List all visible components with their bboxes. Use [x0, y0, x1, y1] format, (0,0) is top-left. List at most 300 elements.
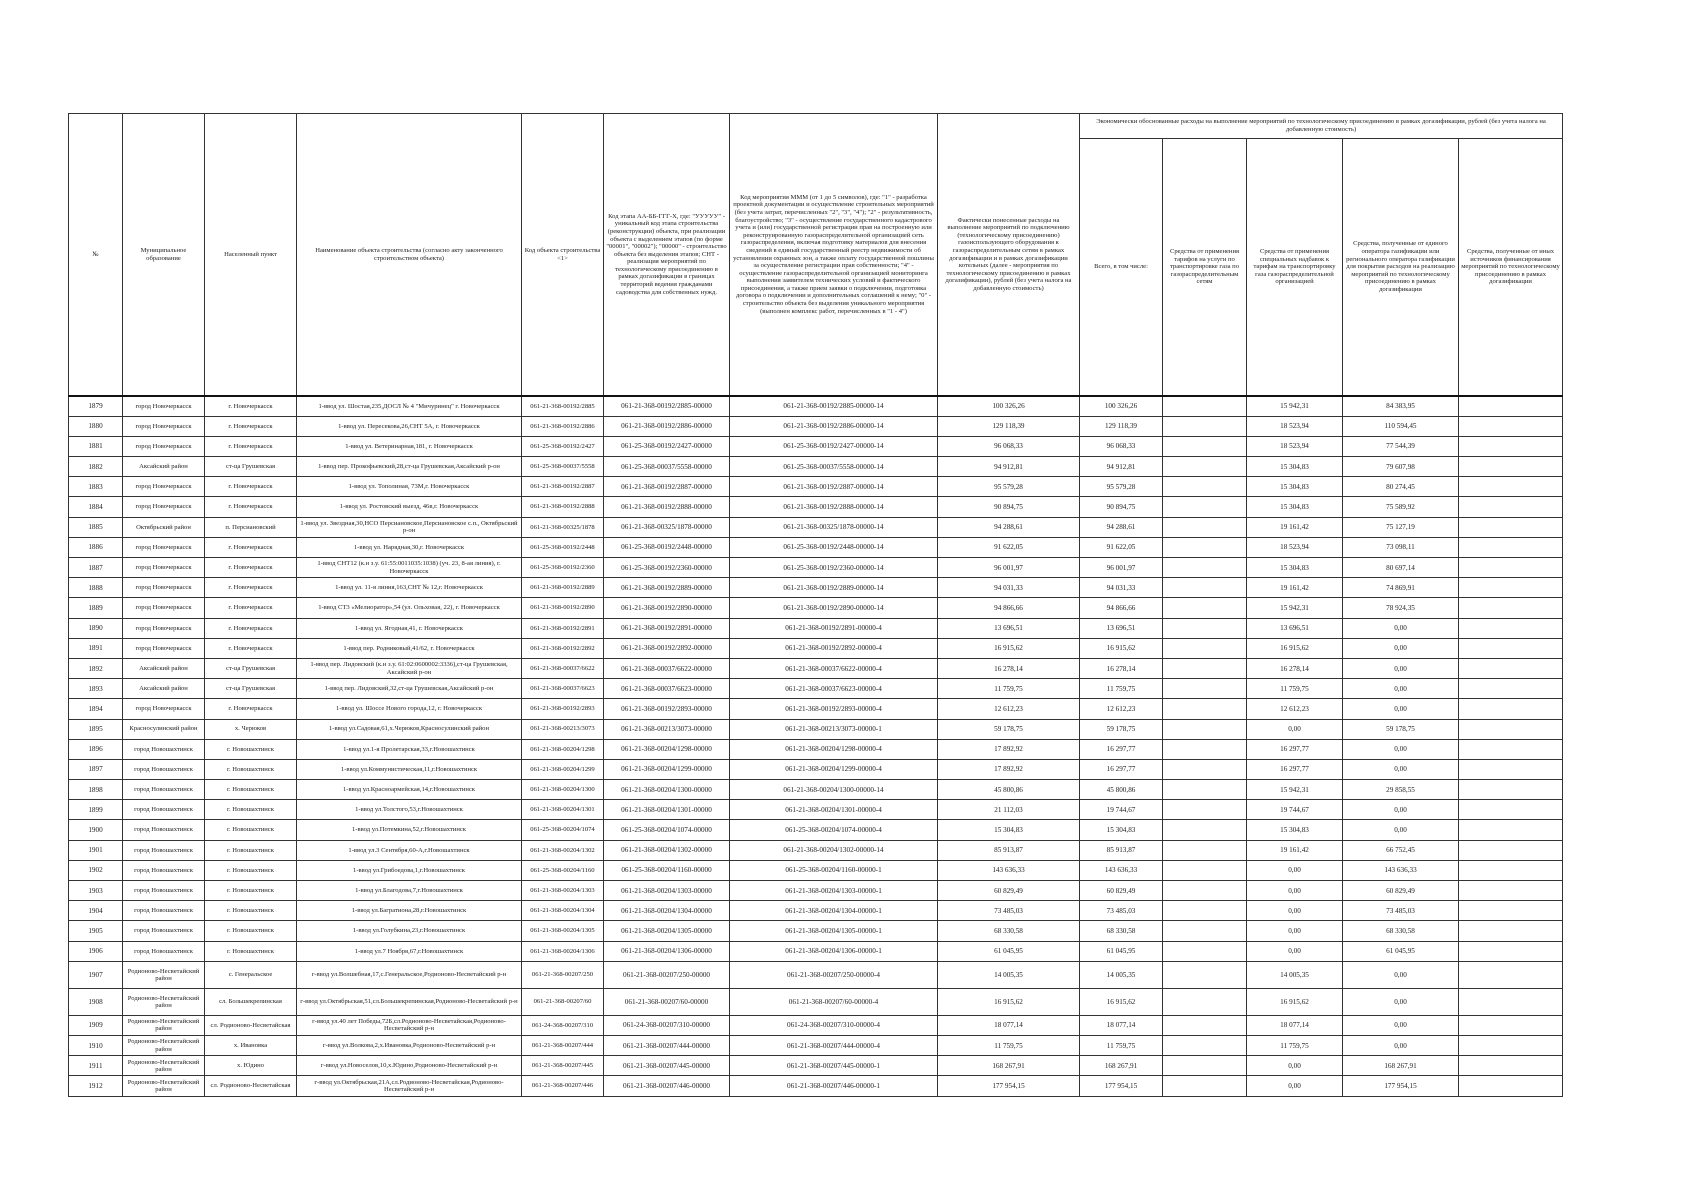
table-row	[69, 699, 1563, 719]
cell-other	[1459, 558, 1563, 578]
table-row	[69, 1035, 1563, 1055]
cell-municipality: Аксайский район	[123, 679, 205, 699]
cell-other	[1459, 477, 1563, 497]
cell-tariffs	[1163, 800, 1247, 820]
cell-object-code: 061-21-368-00204/1299	[522, 759, 604, 779]
cell-other	[1459, 820, 1563, 840]
cell-object-name: 1-ввод ул. Пересекова,26,СНТ 5А, г. Новочеркасск	[297, 416, 522, 436]
cell-object-code: 061-25-368-00192/2360	[522, 558, 604, 578]
cell-operator: 0,00	[1343, 1015, 1459, 1035]
cell-event-code: 061-21-368-00207/445-00000-1	[730, 1056, 938, 1076]
cell-event-code: 061-25-368-00204/1074-00000-4	[730, 820, 938, 840]
cell-surcharges: 15 942,31	[1247, 780, 1343, 800]
cell-no: 1882	[69, 457, 123, 477]
cell-surcharges: 15 942,31	[1247, 396, 1343, 416]
cell-actual-costs: 129 118,39	[938, 416, 1080, 436]
table-row	[69, 658, 1563, 678]
cell-stage-code: 061-21-368-00204/1300-00000	[604, 780, 730, 800]
table-row	[69, 1015, 1563, 1035]
cell-event-code: 061-21-368-00204/1300-00000-14	[730, 780, 938, 800]
cell-object-name: 1-ввод ул.3 Сентября,60-А,г.Новошахтинск	[297, 840, 522, 860]
cell-total: 94 912,81	[1080, 457, 1163, 477]
table-row	[69, 618, 1563, 638]
cell-other	[1459, 921, 1563, 941]
cell-total: 143 636,33	[1080, 860, 1163, 880]
cell-municipality: Аксайский район	[123, 457, 205, 477]
cell-operator: 0,00	[1343, 618, 1459, 638]
cell-object-name: 1-ввод ул.Коммунистическая,11,г.Новошахтинск	[297, 759, 522, 779]
table-row	[69, 961, 1563, 988]
cell-other	[1459, 436, 1563, 456]
table-row	[69, 780, 1563, 800]
table-row	[69, 860, 1563, 880]
cell-tariffs	[1163, 578, 1247, 598]
cell-object-code: 061-21-368-00192/2893	[522, 699, 604, 719]
header-no: №	[69, 114, 123, 397]
cell-object-name: 1-ввод ул.Садовая,61,х.Черюков,Красносулинский район	[297, 719, 522, 739]
cell-no: 1912	[69, 1076, 123, 1096]
cell-operator: 66 752,45	[1343, 840, 1459, 860]
cell-no: 1898	[69, 780, 123, 800]
cell-no: 1909	[69, 1015, 123, 1035]
cell-settlement: г. Новочеркасск	[205, 598, 297, 618]
cell-tariffs	[1163, 457, 1247, 477]
cell-settlement: г. Новочеркасск	[205, 578, 297, 598]
cell-no: 1879	[69, 396, 123, 416]
cell-other	[1459, 800, 1563, 820]
cell-object-code: 061-21-368-00192/2888	[522, 497, 604, 517]
cell-total: 15 304,83	[1080, 820, 1163, 840]
cell-actual-costs: 96 001,97	[938, 558, 1080, 578]
cell-stage-code: 061-25-368-00204/1160-00000	[604, 860, 730, 880]
cell-actual-costs: 96 068,33	[938, 436, 1080, 456]
cell-event-code: 061-21-368-00204/1303-00000-1	[730, 881, 938, 901]
cell-event-code: 061-25-368-00037/5558-00000-14	[730, 457, 938, 477]
cell-stage-code: 061-21-368-00207/444-00000	[604, 1035, 730, 1055]
table-body	[69, 396, 1563, 1096]
cell-object-name: 1-ввод ул.7 Ноября,67,г.Новошахтинск	[297, 941, 522, 961]
cell-operator: 80 697,14	[1343, 558, 1459, 578]
cell-municipality: Октябрьский район	[123, 517, 205, 537]
table-row	[69, 719, 1563, 739]
cell-operator: 168 267,91	[1343, 1056, 1459, 1076]
cell-object-code: 061-21-368-00192/2891	[522, 618, 604, 638]
cell-object-code: 061-25-368-00192/2427	[522, 436, 604, 456]
table-row	[69, 497, 1563, 517]
cell-object-name: 1-ввод ул. Тополиная, 73М,г. Новочеркасск	[297, 477, 522, 497]
cell-event-code: 061-21-368-00192/2891-00000-4	[730, 618, 938, 638]
cell-stage-code: 061-21-368-00204/1302-00000	[604, 840, 730, 860]
cell-surcharges: 12 612,23	[1247, 699, 1343, 719]
cell-municipality: город Новочеркасск	[123, 598, 205, 618]
table-row	[69, 988, 1563, 1015]
cell-object-code: 061-21-368-00192/2892	[522, 638, 604, 658]
cell-settlement: сл. Родионово-Несветайская	[205, 1076, 297, 1096]
cell-settlement: г. Новошахтинск	[205, 840, 297, 860]
cell-actual-costs: 94 866,66	[938, 598, 1080, 618]
cell-object-code: 061-21-368-00037/6622	[522, 658, 604, 678]
cell-other	[1459, 457, 1563, 477]
cell-municipality: город Новошахтинск	[123, 840, 205, 860]
cell-stage-code: 061-25-368-00192/2448-00000	[604, 537, 730, 557]
cell-object-name: 1-ввод ул.Грибоедова,1,г.Новошахтинск	[297, 860, 522, 880]
table-row	[69, 457, 1563, 477]
cell-other	[1459, 679, 1563, 699]
cell-operator: 79 607,98	[1343, 457, 1459, 477]
cell-actual-costs: 15 304,83	[938, 820, 1080, 840]
cell-object-code: 061-21-368-00204/1298	[522, 739, 604, 759]
cell-total: 85 913,87	[1080, 840, 1163, 860]
cell-actual-costs: 61 045,95	[938, 941, 1080, 961]
cell-municipality: город Новошахтинск	[123, 820, 205, 840]
cell-municipality: город Новочеркасск	[123, 638, 205, 658]
cell-operator: 29 858,55	[1343, 780, 1459, 800]
cell-settlement: г. Новочеркасск	[205, 638, 297, 658]
cell-settlement: г. Новошахтинск	[205, 860, 297, 880]
cell-no: 1900	[69, 820, 123, 840]
cell-municipality: город Новочеркасск	[123, 477, 205, 497]
cell-other	[1459, 759, 1563, 779]
table-row	[69, 537, 1563, 557]
cell-stage-code: 061-21-368-00192/2885-00000	[604, 396, 730, 416]
cell-no: 1883	[69, 477, 123, 497]
cell-no: 1908	[69, 988, 123, 1015]
cell-surcharges: 18 523,94	[1247, 537, 1343, 557]
table-row	[69, 477, 1563, 497]
table-row	[69, 759, 1563, 779]
table-row	[69, 881, 1563, 901]
cell-other	[1459, 1056, 1563, 1076]
cell-operator: 61 045,95	[1343, 941, 1459, 961]
cell-event-code: 061-25-368-00192/2427-00000-14	[730, 436, 938, 456]
cell-object-name: 1-ввод ул. Звездная,30,НСО Персиановское,Персиановское с.п., Октябрьский р-он	[297, 517, 522, 537]
cell-stage-code: 061-25-368-00192/2427-00000	[604, 436, 730, 456]
table-row	[69, 638, 1563, 658]
cell-surcharges: 15 942,31	[1247, 598, 1343, 618]
cell-actual-costs: 16 915,62	[938, 988, 1080, 1015]
cell-event-code: 061-25-368-00204/1160-00000-1	[730, 860, 938, 880]
cell-other	[1459, 941, 1563, 961]
cell-object-code: 061-21-368-00204/1304	[522, 901, 604, 921]
cell-municipality: город Новошахтинск	[123, 780, 205, 800]
cell-no: 1899	[69, 800, 123, 820]
cell-tariffs	[1163, 988, 1247, 1015]
cell-operator: 68 330,58	[1343, 921, 1459, 941]
cell-no: 1895	[69, 719, 123, 739]
cell-event-code: 061-21-368-00037/6623-00000-4	[730, 679, 938, 699]
cell-other	[1459, 739, 1563, 759]
cell-stage-code: 061-21-368-00213/3073-00000	[604, 719, 730, 739]
cell-object-code: 061-21-368-00192/2886	[522, 416, 604, 436]
cell-operator: 77 544,39	[1343, 436, 1459, 456]
cell-object-name: 1-ввод пер. Лидовский (к.н з.у. 61:02:0600002:3336),ст-ца Грушевская, Аксайский р-он	[297, 658, 522, 678]
cell-no: 1890	[69, 618, 123, 638]
cell-object-name: 1-ввод ул.Потемкина,52,г.Новошахтинск	[297, 820, 522, 840]
cell-no: 1891	[69, 638, 123, 658]
cell-municipality: Родионово-Несветайский район	[123, 1056, 205, 1076]
cell-actual-costs: 143 636,33	[938, 860, 1080, 880]
cell-municipality: город Новошахтинск	[123, 860, 205, 880]
cell-municipality: город Новошахтинск	[123, 921, 205, 941]
cell-surcharges: 15 304,83	[1247, 820, 1343, 840]
cell-other	[1459, 1015, 1563, 1035]
cell-other	[1459, 638, 1563, 658]
cell-actual-costs: 68 330,58	[938, 921, 1080, 941]
cell-other	[1459, 901, 1563, 921]
cell-other	[1459, 416, 1563, 436]
cell-stage-code: 061-21-368-00204/1304-00000	[604, 901, 730, 921]
cell-operator: 60 829,49	[1343, 881, 1459, 901]
cell-object-name: г-ввод ул.Волшебная,17,с.Генеральское,Родионово-Несветайский р-н	[297, 961, 522, 988]
cell-no: 1886	[69, 537, 123, 557]
cell-surcharges: 16 297,77	[1247, 739, 1343, 759]
cell-municipality: город Новочеркасск	[123, 618, 205, 638]
cell-total: 16 915,62	[1080, 988, 1163, 1015]
cell-other	[1459, 881, 1563, 901]
cell-total: 19 744,67	[1080, 800, 1163, 820]
cell-stage-code: 061-21-368-00192/2886-00000	[604, 416, 730, 436]
cell-surcharges: 16 915,62	[1247, 638, 1343, 658]
cell-total: 168 267,91	[1080, 1056, 1163, 1076]
cell-total: 14 005,35	[1080, 961, 1163, 988]
header-object-name: Наименование объекта строительства (согласно акту законченного строительством объекта)	[297, 114, 522, 397]
cell-object-name: г-ввод ул.Октябрьская,21А,сл.Родионово-Несветайская,Родионово-Несветайский р-н	[297, 1076, 522, 1096]
cell-tariffs	[1163, 921, 1247, 941]
cell-actual-costs: 60 829,49	[938, 881, 1080, 901]
cell-event-code: 061-21-368-00192/2893-00000-4	[730, 699, 938, 719]
cell-total: 16 297,77	[1080, 759, 1163, 779]
cell-stage-code: 061-25-368-00204/1074-00000	[604, 820, 730, 840]
cell-operator: 0,00	[1343, 1035, 1459, 1055]
cell-surcharges: 0,00	[1247, 941, 1343, 961]
header-event-code: Код мероприятия МММ (от 1 до 5 символов), где: "1" - разработка проектной документации и осуществление строительных мероприятий (без учета затрат, перечисленных "2", "3", "4"); "2" - результативность, благоустройство; "3" - осуществление государственного кадастрового учета и (или) государственной регистрации прав на построенную или реконструированную газораспределительной организацией сеть газораспределения, включая подготовку материалов для внесения сведений в единый государственный реестр недвижимости об установлении охранных зон, а также оплату государственной пошлины за осуществление регистрации прав собственности; "4" - осуществление газораспределительной организацией мониторинга выполнения заявителем технических условий и фактического присоединения, а также прием заявки о подключении, подготовка договора о подключении и дополнительных соглашений к нему; "0" - строительство объекта без выделения уникального мероприятия (выполнен комплекс работ, перечисленных в "1 - 4")	[730, 114, 938, 397]
cell-municipality: Родионово-Несветайский район	[123, 1015, 205, 1035]
cell-object-code: 061-21-368-00204/1305	[522, 921, 604, 941]
cell-tariffs	[1163, 901, 1247, 921]
cell-tariffs	[1163, 537, 1247, 557]
cell-actual-costs: 94 912,81	[938, 457, 1080, 477]
cell-object-code: 061-21-368-00192/2889	[522, 578, 604, 598]
cell-object-code: 061-25-368-00204/1160	[522, 860, 604, 880]
cell-operator: 73 098,11	[1343, 537, 1459, 557]
cell-municipality: город Новочеркасск	[123, 416, 205, 436]
cell-operator: 0,00	[1343, 658, 1459, 678]
cell-no: 1888	[69, 578, 123, 598]
cell-object-code: 061-21-368-00192/2885	[522, 396, 604, 416]
cell-object-code: 061-21-368-00213/3073	[522, 719, 604, 739]
cell-other	[1459, 618, 1563, 638]
cell-stage-code: 061-21-368-00204/1303-00000	[604, 881, 730, 901]
cell-event-code: 061-21-368-00204/1306-00000-1	[730, 941, 938, 961]
cell-other	[1459, 988, 1563, 1015]
cell-total: 177 954,15	[1080, 1076, 1163, 1096]
cell-object-name: 1-ввод пер. Прокофьевский,28,ст-ца Грушевская,Аксайский р-он	[297, 457, 522, 477]
header-total: Всего, в том числе:	[1080, 139, 1163, 397]
cell-operator: 0,00	[1343, 800, 1459, 820]
cell-object-name: 1-ввод ул. Ягодная,41, г. Новочеркасск	[297, 618, 522, 638]
cell-actual-costs: 91 622,05	[938, 537, 1080, 557]
cell-surcharges: 0,00	[1247, 719, 1343, 739]
cell-operator: 110 594,45	[1343, 416, 1459, 436]
cell-tariffs	[1163, 517, 1247, 537]
cell-operator: 0,00	[1343, 739, 1459, 759]
cell-stage-code: 061-21-368-00207/446-00000	[604, 1076, 730, 1096]
cell-other	[1459, 1035, 1563, 1055]
cell-no: 1893	[69, 679, 123, 699]
cell-surcharges: 15 304,83	[1247, 558, 1343, 578]
cell-total: 90 894,75	[1080, 497, 1163, 517]
cell-tariffs	[1163, 719, 1247, 739]
cell-no: 1881	[69, 436, 123, 456]
cell-object-code: 061-21-368-00207/60	[522, 988, 604, 1015]
cell-object-name: 1-ввод СНТ12 (к.н з.у. 61:55:0011035:1038) (уч. 23, 8-ая линия), г. Новочеркасск	[297, 558, 522, 578]
cell-no: 1902	[69, 860, 123, 880]
cell-no: 1907	[69, 961, 123, 988]
cell-operator: 80 274,45	[1343, 477, 1459, 497]
cell-no: 1880	[69, 416, 123, 436]
cell-total: 100 326,26	[1080, 396, 1163, 416]
cell-settlement: г. Новочеркасск	[205, 558, 297, 578]
cell-settlement: г. Новошахтинск	[205, 901, 297, 921]
cell-total: 73 485,03	[1080, 901, 1163, 921]
cell-event-code: 061-21-368-00213/3073-00000-1	[730, 719, 938, 739]
cell-object-name: 1-ввод ул.Благодова,7,г.Новошахтинск	[297, 881, 522, 901]
cell-total: 11 759,75	[1080, 679, 1163, 699]
cell-event-code: 061-21-368-00192/2886-00000-14	[730, 416, 938, 436]
cell-settlement: г. Новошахтинск	[205, 759, 297, 779]
cell-settlement: п. Персиановский	[205, 517, 297, 537]
cell-surcharges: 16 915,62	[1247, 988, 1343, 1015]
cell-settlement: х. Черюков	[205, 719, 297, 739]
cell-surcharges: 11 759,75	[1247, 679, 1343, 699]
table-row	[69, 901, 1563, 921]
table-row	[69, 558, 1563, 578]
cell-settlement: г. Новочеркасск	[205, 699, 297, 719]
cell-object-code: 061-21-368-00204/1302	[522, 840, 604, 860]
cell-settlement: с. Генеральское	[205, 961, 297, 988]
cell-municipality: город Новочеркасск	[123, 537, 205, 557]
cell-actual-costs: 11 759,75	[938, 1035, 1080, 1055]
cell-surcharges: 0,00	[1247, 921, 1343, 941]
cell-total: 16 297,77	[1080, 739, 1163, 759]
cell-settlement: ст-ца Грушевская	[205, 658, 297, 678]
cell-tariffs	[1163, 638, 1247, 658]
cell-no: 1901	[69, 840, 123, 860]
cell-actual-costs: 17 892,92	[938, 759, 1080, 779]
table-row	[69, 921, 1563, 941]
cell-actual-costs: 94 288,61	[938, 517, 1080, 537]
cell-municipality: Родионово-Несветайский район	[123, 1035, 205, 1055]
header-object-code: Код объекта строительства <1>	[522, 114, 604, 397]
cell-actual-costs: 11 759,75	[938, 679, 1080, 699]
cell-object-code: 061-24-368-00207/310	[522, 1015, 604, 1035]
cell-total: 18 077,14	[1080, 1015, 1163, 1035]
cell-municipality: город Новошахтинск	[123, 800, 205, 820]
cell-surcharges: 15 304,83	[1247, 457, 1343, 477]
cell-surcharges: 19 744,67	[1247, 800, 1343, 820]
cell-no: 1892	[69, 658, 123, 678]
cell-tariffs	[1163, 436, 1247, 456]
header-stage-code: Код этапа АА-ББ-ГГГ-Х, где: "УУУУУ" - уникальный код этапа строительства (реконструкции) объекта, при реализации объекта с выделением этапов (по форме "00001", "00002"); "00000" - строительство объекта без выделения этапов; СНТ - реализация мероприятий по технологическому присоединению в рамках догазификации в границах территорий ведения гражданами садоводства для собственных нужд.	[604, 114, 730, 397]
cell-settlement: х. Юдино	[205, 1056, 297, 1076]
cell-object-name: 1-ввод ул.Багратиона,28,г.Новошахтинск	[297, 901, 522, 921]
cell-settlement: г. Новошахтинск	[205, 780, 297, 800]
cell-tariffs	[1163, 739, 1247, 759]
cell-event-code: 061-21-368-00192/2890-00000-14	[730, 598, 938, 618]
cell-event-code: 061-21-368-00192/2888-00000-14	[730, 497, 938, 517]
header-src-tariffs: Средства от применения тарифов на услуги по транспортировке газа по газораспределительным сетям	[1163, 139, 1247, 397]
cell-settlement: г. Новочеркасск	[205, 436, 297, 456]
cell-tariffs	[1163, 780, 1247, 800]
cell-no: 1896	[69, 739, 123, 759]
cell-total: 94 288,61	[1080, 517, 1163, 537]
cell-settlement: ст-ца Грушевская	[205, 457, 297, 477]
table-row	[69, 840, 1563, 860]
cell-stage-code: 061-21-368-00207/250-00000	[604, 961, 730, 988]
cell-total: 68 330,58	[1080, 921, 1163, 941]
cell-event-code: 061-21-368-00325/1878-00000-14	[730, 517, 938, 537]
cell-municipality: город Новочеркасск	[123, 436, 205, 456]
cell-operator: 0,00	[1343, 638, 1459, 658]
cell-stage-code: 061-21-368-00192/2892-00000	[604, 638, 730, 658]
table-row	[69, 598, 1563, 618]
table-row	[69, 578, 1563, 598]
cell-object-code: 061-21-368-00192/2890	[522, 598, 604, 618]
cell-tariffs	[1163, 961, 1247, 988]
cell-operator: 75 589,92	[1343, 497, 1459, 517]
cell-object-name: 1-ввод ул. Нарядная,30,г. Новочеркасск	[297, 537, 522, 557]
cell-tariffs	[1163, 396, 1247, 416]
cell-municipality: Аксайский район	[123, 658, 205, 678]
cell-settlement: г. Новочеркасск	[205, 396, 297, 416]
cell-event-code: 061-21-368-00204/1299-00000-4	[730, 759, 938, 779]
cell-tariffs	[1163, 416, 1247, 436]
cell-event-code: 061-21-368-00207/60-00000-4	[730, 988, 938, 1015]
cell-object-code: 061-21-368-00192/2887	[522, 477, 604, 497]
cell-municipality: Красносулинский район	[123, 719, 205, 739]
cell-no: 1887	[69, 558, 123, 578]
cell-event-code: 061-21-368-00037/6622-00000-4	[730, 658, 938, 678]
cell-surcharges: 19 161,42	[1247, 578, 1343, 598]
cell-total: 16 915,62	[1080, 638, 1163, 658]
cell-surcharges: 13 696,51	[1247, 618, 1343, 638]
cell-municipality: город Новошахтинск	[123, 941, 205, 961]
cell-no: 1903	[69, 881, 123, 901]
cell-object-name: 1-ввод ул. Ветеринарная,181, г. Новочеркасск	[297, 436, 522, 456]
cell-tariffs	[1163, 598, 1247, 618]
cell-settlement: г. Новошахтинск	[205, 941, 297, 961]
cell-stage-code: 061-21-368-00204/1298-00000	[604, 739, 730, 759]
cell-actual-costs: 16 915,62	[938, 638, 1080, 658]
cell-tariffs	[1163, 860, 1247, 880]
cell-total: 12 612,23	[1080, 699, 1163, 719]
cell-no: 1906	[69, 941, 123, 961]
cell-settlement: г. Новошахтинск	[205, 739, 297, 759]
cell-object-name: г-ввод ул.40 лет Победы,72Б,сл.Родионово-Несветайская,Родионово-Несветайский р-н	[297, 1015, 522, 1035]
cell-object-code: 061-21-368-00204/1301	[522, 800, 604, 820]
cell-settlement: ст-ца Грушевская	[205, 679, 297, 699]
cell-event-code: 061-21-368-00192/2889-00000-14	[730, 578, 938, 598]
cell-object-name: 1-ввод ул.1-я Пролетарская,33,г.Новошахтинск	[297, 739, 522, 759]
cell-actual-costs: 13 696,51	[938, 618, 1080, 638]
cell-object-code: 061-21-368-00207/446	[522, 1076, 604, 1096]
cell-event-code: 061-21-368-00207/446-00000-1	[730, 1076, 938, 1096]
cell-stage-code: 061-21-368-00037/6622-00000	[604, 658, 730, 678]
cell-settlement: г. Новочеркасск	[205, 618, 297, 638]
cell-surcharges: 16 278,14	[1247, 658, 1343, 678]
cell-object-code: 061-21-368-00037/6623	[522, 679, 604, 699]
cell-settlement: г. Новошахтинск	[205, 820, 297, 840]
